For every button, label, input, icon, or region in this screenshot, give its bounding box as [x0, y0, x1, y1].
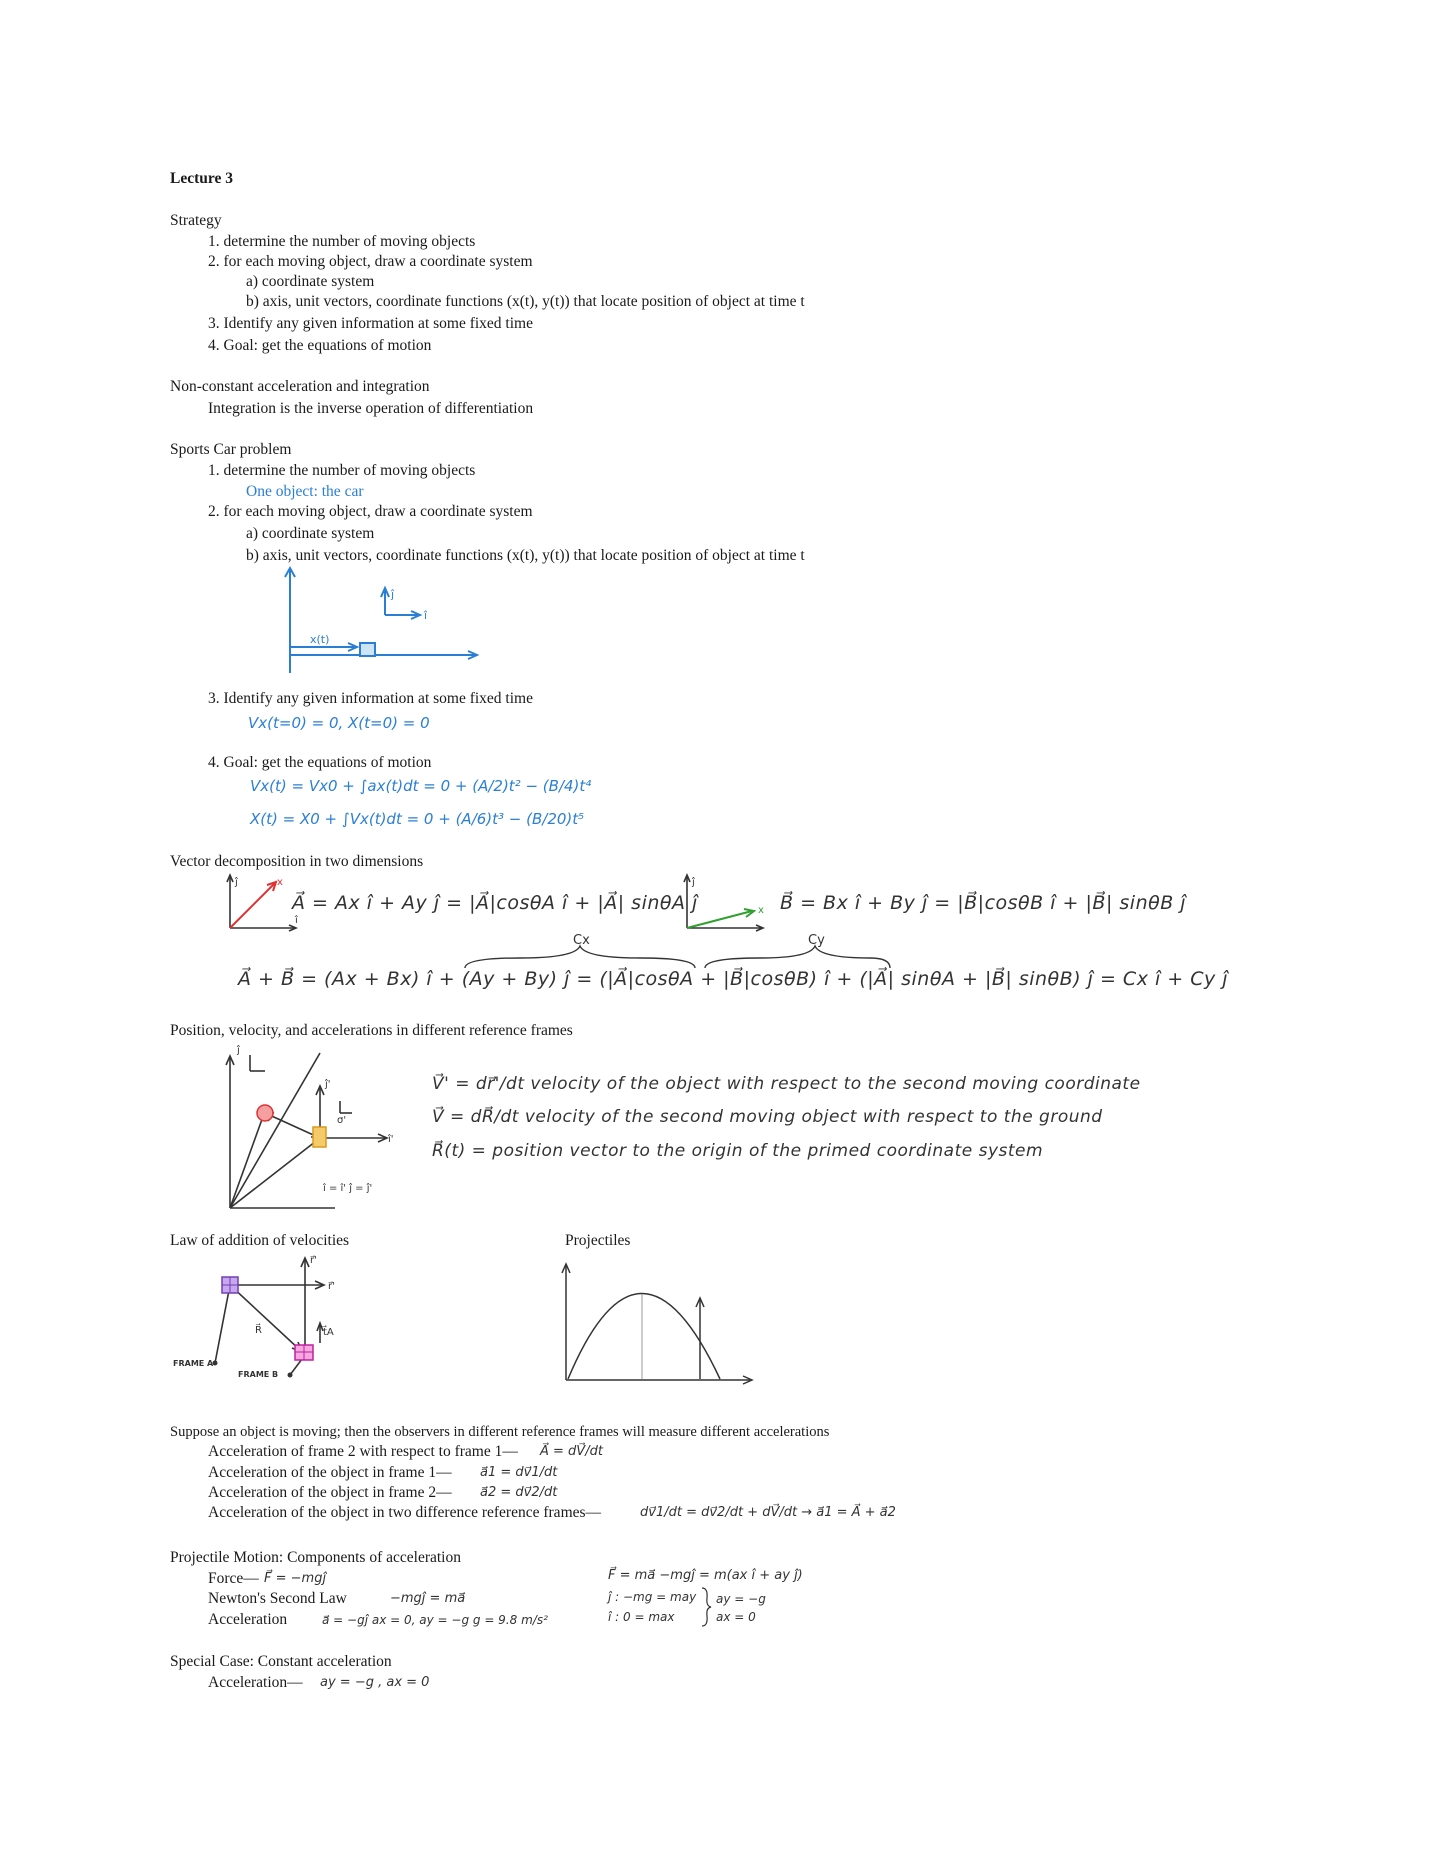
strategy-step: 2. for each moving object, draw a coordinate system — [208, 253, 533, 270]
vector-a-equation: A⃗ = Ax î + Ay ĵ = |A⃗|cosθA î + |A⃗| sinθA ĵ — [292, 892, 698, 914]
projectile-right-eq4: ay = −g — [716, 1592, 766, 1606]
brace-label-x: Cx — [573, 933, 590, 948]
vector-b-diagram — [682, 873, 772, 933]
position-label: x(t) — [310, 633, 330, 646]
force-label: Force— — [208, 1570, 259, 1587]
velocity-addition-diagram — [170, 1255, 360, 1380]
frame-unit-note: î = î' ĵ = ĵ' — [323, 1183, 373, 1194]
svg-text:ĵ: ĵ — [237, 1045, 240, 1056]
accel-line-object1: Acceleration of the object in frame 1— — [208, 1464, 452, 1481]
integration-heading: Non-constant acceleration and integration — [170, 378, 430, 395]
brace-label-y: Cy — [808, 933, 825, 948]
special-math: ay = −g , ax = 0 — [320, 1675, 430, 1690]
projectile-right-eq5: ax = 0 — [716, 1610, 756, 1624]
acceleration-math: a⃗ = −gĵ ax = 0, ay = −g g = 9.8 m/s² — [322, 1613, 548, 1627]
vector-b-equation: B⃗ = Bx î + By ĵ = |B⃗|cosθB î + |B⃗| sinθB ĵ — [780, 892, 1187, 914]
vectors-heading: Vector decomposition in two dimensions — [170, 853, 424, 870]
addition-heading: Law of addition of velocities — [170, 1232, 350, 1249]
page-title: Lecture 3 — [170, 170, 233, 187]
svg-text:ĵ: ĵ — [692, 877, 695, 888]
strategy-step: a) coordinate system — [246, 273, 375, 290]
projectile-right-eq3: î : 0 = max — [608, 1610, 675, 1624]
system-brace — [700, 1586, 712, 1628]
projectile-right-eq2: ĵ : −mg = may — [608, 1590, 697, 1604]
strategy-step: 3. Identify any given information at some fixed time — [208, 315, 533, 332]
component-braces — [460, 933, 900, 970]
accel-line-object2: Acceleration of the object in frame 2— — [208, 1484, 452, 1501]
sportscar-heading: Sports Car problem — [170, 441, 292, 458]
svg-text:î': î' — [388, 1134, 394, 1145]
svg-text:ĵ: ĵ — [391, 588, 395, 601]
accel-frame-math: A⃗ = dV⃗/dt — [540, 1444, 603, 1459]
sportscar-step4: 4. Goal: get the equations of motion — [208, 754, 432, 771]
position-vector-note: R⃗(t) = position vector to the origin of the primed coordinate system — [432, 1141, 1044, 1161]
sportscar-initial-conditions: Vx(t=0) = 0, X(t=0) = 0 — [248, 714, 430, 732]
acceleration-label: Acceleration — [208, 1611, 288, 1628]
sportscar-step1: 1. determine the number of moving objects — [208, 462, 476, 479]
sportscar-step2b: b) axis, unit vectors, coordinate functions (x(t), y(t)) that locate position of object at time t — [246, 547, 805, 564]
accel-line-combined: Acceleration of the object in two difference reference frames— — [208, 1504, 602, 1521]
sportscar-step2: 2. for each moving object, draw a coordinate system — [208, 503, 533, 520]
svg-text:x: x — [758, 905, 764, 916]
car-coordinate-diagram — [280, 565, 500, 680]
frame-a-label: FRAME A — [173, 1359, 214, 1368]
projectile-heading: Projectile Motion: Components of acceleration — [170, 1549, 461, 1566]
position-equation: X(t) = X0 + ∫Vx(t)dt = 0 + (A/6)t³ − (B/20)t⁵ — [250, 810, 585, 828]
projectiles-heading: Projectiles — [565, 1232, 631, 1249]
frames-heading: Position, velocity, and accelerations in different reference frames — [170, 1022, 573, 1039]
projectile-right-eq1: F⃗ = ma⃗ −mgĵ = m(ax î + ay ĵ) — [608, 1568, 803, 1583]
integration-line: Integration is the inverse operation of differentiation — [208, 400, 534, 417]
accel-intro: Suppose an object is moving; then the observers in different reference frames will measure different accelerations — [170, 1424, 830, 1440]
force-math: F⃗ = −mgĵ — [264, 1571, 327, 1586]
svg-text:R⃗: R⃗ — [255, 1325, 262, 1336]
sportscar-note1: One object: the car — [246, 483, 364, 500]
svg-text:î: î — [295, 915, 298, 926]
svg-text:r⃗': r⃗' — [310, 1255, 317, 1266]
sportscar-step3: 3. Identify any given information at some fixed time — [208, 690, 533, 707]
vector-sum-equation: A⃗ + B⃗ = (Ax + Bx) î + (Ay + By) ĵ = (|A⃗|cosθA + |B⃗|cosθB) î + (|A⃗| sinθA + |B⃗| sinθB) ĵ = Cx î + Cy ĵ — [238, 968, 1229, 990]
sportscar-step2a: a) coordinate system — [246, 525, 375, 542]
svg-text:ĵ': ĵ' — [325, 1079, 331, 1090]
projectile-diagram — [560, 1258, 760, 1383]
svg-text:r⃗': r⃗' — [328, 1281, 335, 1292]
newton-label: Newton's Second Law — [208, 1590, 347, 1607]
frame-b-label: FRAME B — [238, 1370, 279, 1379]
accel-combined-math: dv⃗1/dt = dv⃗2/dt + dV⃗/dt → a⃗1 = A⃗ + a⃗2 — [640, 1505, 896, 1520]
strategy-step: 4. Goal: get the equations of motion — [208, 337, 432, 354]
special-line: Acceleration— — [208, 1674, 303, 1691]
strategy-heading: Strategy — [170, 212, 222, 229]
special-heading: Special Case: Constant acceleration — [170, 1653, 392, 1670]
frame-velocity-note: V⃗ = dR⃗/dt velocity of the second moving object with respect to the ground — [432, 1107, 1103, 1127]
primed-velocity-note: V⃗' = dr⃗'/dt velocity of the object with respect to the second moving coordinate — [432, 1074, 1141, 1094]
svg-text:x: x — [277, 877, 283, 888]
accel-line-frame2: Acceleration of frame 2 with respect to frame 1— — [208, 1443, 518, 1460]
svg-text:ĵ: ĵ — [235, 877, 238, 888]
accel-object1-math: a⃗1 = dv⃗1/dt — [480, 1465, 558, 1480]
accel-object2-math: a⃗2 = dv⃗2/dt — [480, 1485, 558, 1500]
newton-math: −mgĵ = ma⃗ — [390, 1591, 466, 1606]
strategy-step: b) axis, unit vectors, coordinate functions (x(t), y(t)) that locate position of object at time t — [246, 293, 805, 310]
svg-text:σ': σ' — [337, 1115, 347, 1126]
reference-frames-diagram — [225, 1043, 400, 1213]
svg-text:î: î — [424, 609, 428, 622]
strategy-step: 1. determine the number of moving objects — [208, 233, 476, 250]
velocity-equation: Vx(t) = Vx0 + ∫ax(t)dt = 0 + (A/2)t² − (B/4)t⁴ — [250, 777, 592, 795]
svg-text:t⃗A: t⃗A — [323, 1327, 334, 1338]
